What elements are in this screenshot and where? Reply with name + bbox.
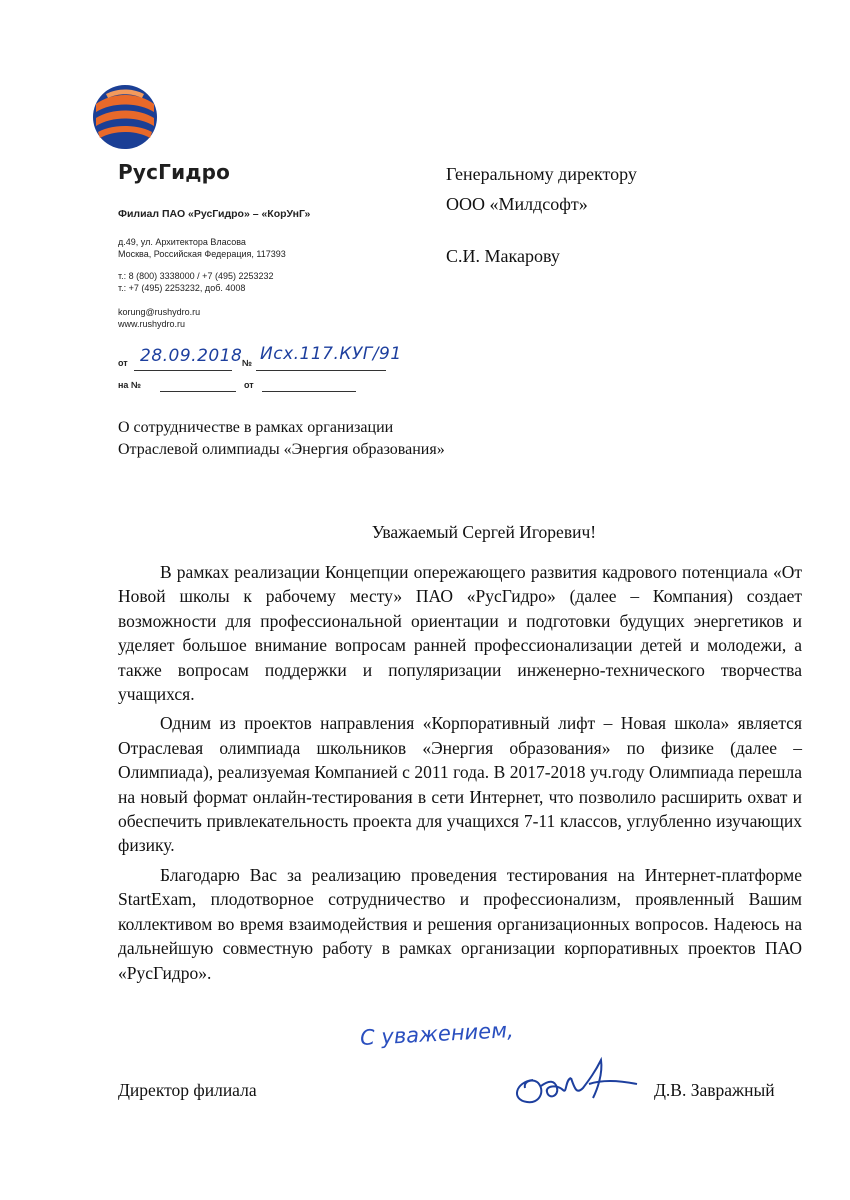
phone-line-1: т.: 8 (800) 3338000 / +7 (495) 2253232: [118, 271, 274, 281]
rushydro-logo: [92, 84, 158, 150]
recipient-position: Генеральному директору: [446, 164, 637, 184]
date-underline: [134, 370, 232, 371]
subject-line-2: Отраслевой олимпиады «Энергия образования»: [118, 441, 445, 458]
paragraph: В рамках реализации Концепции опережающего развития кадрового потенциала «От Новой школы к рабочему месту» ПАО «РусГидро» (далее – Компания) создает возможности для профессиональной ориентации и подготовки будущих энергетиков и уделяет большое внимание вопросам ранней профессионализации детей и молодежи, а также вопросам поддержки и популяризации инженерно-технического творчества учащихся.: [118, 562, 802, 705]
number-underline: [256, 370, 386, 371]
website: www.rushydro.ru: [118, 319, 186, 329]
reply-number-label: на №: [118, 380, 141, 390]
handwritten-closing: С уважением,: [359, 1017, 515, 1051]
number-label: №: [242, 358, 253, 368]
brand-name: РусГидро: [118, 160, 231, 184]
address-line-1: д.49, ул. Архитектора Власова: [118, 237, 246, 247]
letter-body: [118, 560, 802, 990]
from-label: от: [118, 358, 128, 368]
signatory-name: Д.В. Завражный: [654, 1080, 775, 1100]
greeting: Уважаемый Сергей Игоревич!: [371, 522, 597, 542]
recipient-company: ООО «Милдсофт»: [446, 194, 588, 214]
address-line-2: Москва, Российская Федерация, 117393: [118, 249, 286, 259]
branch-name: Филиал ПАО «РусГидро» – «КорУнГ»: [118, 208, 311, 220]
reply-from-label: от: [244, 380, 254, 390]
email-address: korung@rushydro.ru: [118, 307, 201, 317]
subject-line-1: О сотрудничестве в рамках организации: [118, 419, 394, 436]
handwritten-signature: [505, 1050, 645, 1110]
reply-number-underline: [160, 391, 236, 392]
signatory-title: Директор филиала: [118, 1080, 257, 1100]
letter-number: Исх.117.КУГ/91: [260, 344, 402, 364]
reply-date-underline: [262, 391, 356, 392]
phone-line-2: т.: +7 (495) 2253232, доб. 4008: [118, 283, 246, 293]
recipient-name: С.И. Макарову: [446, 246, 560, 266]
letter-date: 28.09.2018: [140, 346, 243, 366]
paragraph: Благодарю Вас за реализацию проведения тестирования на Интернет-платформе StartExam, плодотворное сотрудничество и профессионализм, проявленный Вашим коллективом во время взаимодействия и решения организационных вопросов. Надеюсь на дальнейшую совместную работу в рамках организации корпоративных проектов ПАО «РусГидро».: [118, 864, 802, 983]
paragraph: Одним из проектов направления «Корпоративный лифт – Новая школа» является Отраслевая олимпиада школьников «Энергия образования» по физике (далее – Олимпиада), реализуемая Компанией с 2011 года. В 2017-2018 уч.году Олимпиада перешла на новый формат онлайн-тестирования в сети Интернет, что позволило расширить охват и обеспечить привлекательность проекта для учащихся 7-11 классов, углубленно изучающих физику.: [118, 713, 802, 856]
